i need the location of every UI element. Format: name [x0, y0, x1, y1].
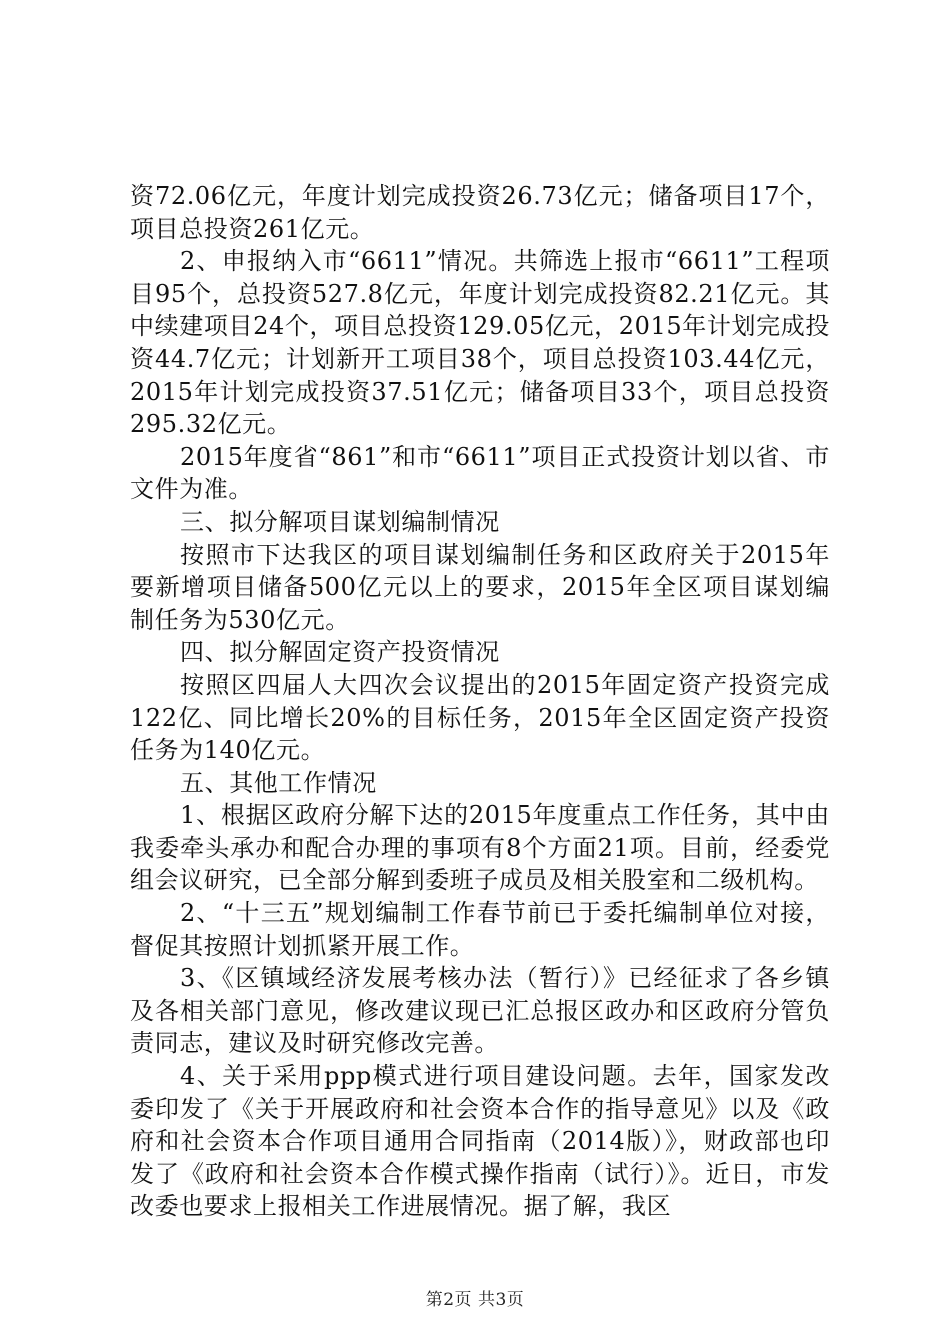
paragraph-other-work-2: 2、“十三五”规划编制工作春节前已于委托编制单位对接，督促其按照计划抓紧开展工作。 — [130, 899, 830, 960]
section-heading-fixed-assets: 四、拟分解固定资产投资情况 — [180, 638, 500, 667]
document-body — [130, 180, 830, 1223]
paragraph-other-work-3: 3、《区镇域经济发展考核办法（暂行）》已经征求了各乡镇及各相关部门意见，修改建议现已汇总报区政办和区政府分管负责同志，建议及时研究修改完善。 — [130, 964, 830, 1058]
paragraph-other-work-1: 1、根据区政府分解下达的2015年度重点工作任务，其中由我委牵头承办和配合办理的事项有8个方面21项。目前，经委党组会议研究，已全部分解到委班子成员及相关股室和二级机构。 — [130, 801, 830, 895]
paragraph-project-planning: 按照市下达我区的项目谋划编制任务和区政府关于2015年要新增项目储备500亿元以上的要求，2015年全区项目谋划编制任务为530亿元。 — [130, 540, 830, 634]
paragraph-city-6611: 2、申报纳入市“6611”情况。共筛选上报市“6611”工程项目95个，总投资527.8亿元，年度计划完成投资82.21亿元。其中续建项目24个，项目总投资129.05亿元，2015年计划完成投资44.7亿元；计划新开工项目38个，项目总投资103.44亿元，2015年计划完成投资37.51亿元；储备项目33个，项目总投资295.32亿元。 — [130, 247, 830, 439]
paragraph-other-work-4: 4、关于采用ppp模式进行项目建设问题。去年，国家发改委印发了《关于开展政府和社会资本合作的指导意见》以及《政府和社会资本合作项目通用合同指南（2014版）》，财政部也印发了《政府和社会资本合作模式操作指南（试行）》。近日，市发改委也要求上报相关工作进展情况。据了解，我区 — [130, 1062, 830, 1221]
section-heading-project-planning: 三、拟分解项目谋划编制情况 — [180, 507, 500, 536]
page-footer: 第2页 共3页 — [425, 1290, 525, 1310]
paragraph-plan-note: 2015年度省“861”和市“6611”项目正式投资计划以省、市文件为准。 — [130, 442, 830, 504]
section-heading-other-work: 五、其他工作情况 — [180, 768, 377, 797]
paragraph-investment-summary: 资72.06亿元，年度计划完成投资26.73亿元；储备项目17个，项目总投资261亿元。 — [130, 182, 830, 243]
paragraph-fixed-assets: 按照区四届人大四次会议提出的2015年固定资产投资完成122亿、同比增长20%的目标任务，2015年全区固定资产投资任务为140亿元。 — [130, 670, 830, 765]
